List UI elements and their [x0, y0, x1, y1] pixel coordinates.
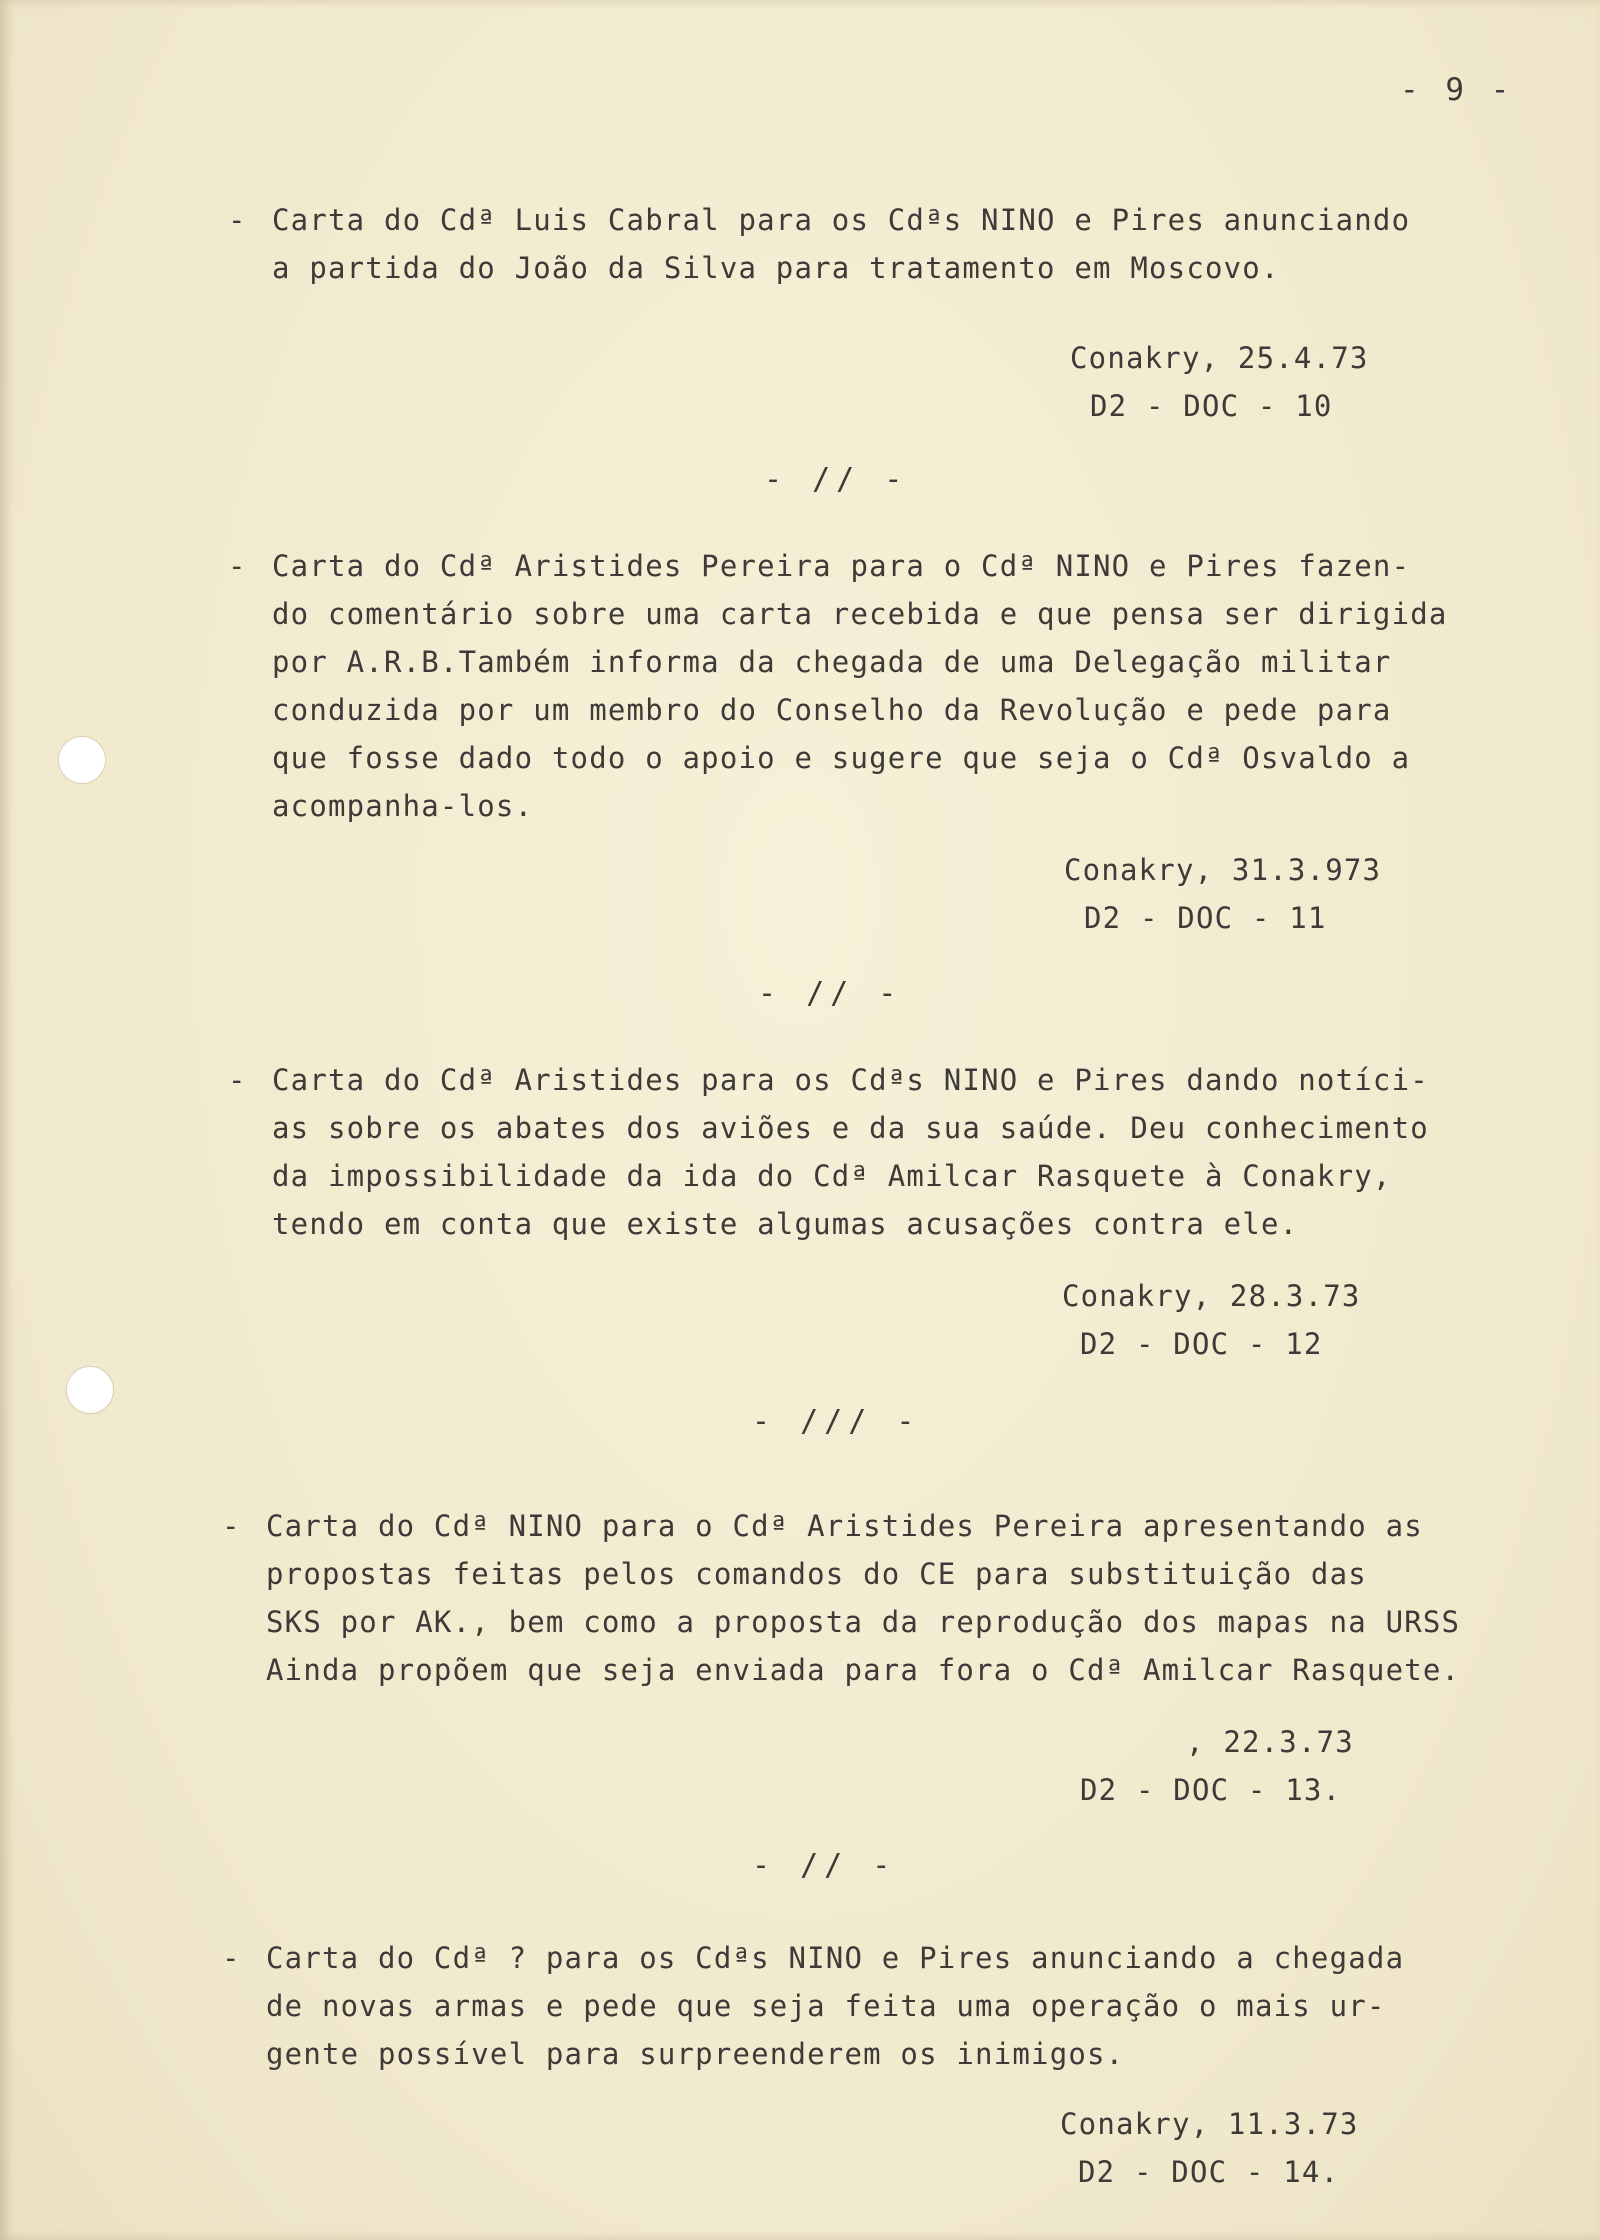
entry-3-place-date: Conakry, 28.3.73 — [1062, 1279, 1361, 1313]
entry-1 — [228, 196, 1578, 292]
entry-3 — [228, 1056, 1578, 1248]
entry-dash: - — [222, 1509, 241, 1543]
entry-2-doc-ref: D2 - DOC - 11 — [1084, 901, 1327, 935]
entry-5 — [222, 1934, 1572, 2078]
entry-text: Carta do Cdª Aristides para os Cdªs NINO e Pires dando notíci- as sobre os abates dos aviões e da sua saúde. Deu conhecimento da impossibilidade da ida do Cdª Amilcar Rasquete à Conakry, tendo em conta que existe algumas acusações contra ele. — [272, 1063, 1429, 1241]
separator-2: - // - — [758, 976, 903, 1011]
entry-text: Carta do Cdª Aristides Pereira para o Cdª NINO e Pires fazen- do comentário sobre uma carta recebida e que pensa ser dirigida por A.R.B.Também informa da chegada de uma Delegação militar conduzida por um membro do Conselho da Revolução e pede para que fosse dado todo o apoio e sugere que seja o Cdª Osvaldo a acompanha-los. — [272, 549, 1448, 823]
entry-2-place-date: Conakry, 31.3.973 — [1064, 853, 1382, 887]
punch-hole-bottom — [66, 1366, 114, 1414]
entry-1-place-date: Conakry, 25.4.73 — [1070, 341, 1369, 375]
page-number: - 9 - — [1400, 72, 1514, 108]
entry-dash: - — [228, 549, 247, 583]
entry-1-doc-ref: D2 - DOC - 10 — [1090, 389, 1333, 423]
entry-dash: - — [228, 203, 247, 237]
separator-4: - // - — [752, 1848, 897, 1883]
entry-4 — [222, 1502, 1572, 1694]
entry-5-doc-ref: D2 - DOC - 14. — [1078, 2155, 1340, 2189]
entry-text: Carta do Cdª NINO para o Cdª Aristides Pereira apresentando as propostas feitas pelos comandos do CE para substituição das SKS por AK., bem como a proposta da reprodução dos mapas na URSS Ainda propõem que seja enviada para fora o Cdª Amilcar Rasquete. — [266, 1509, 1461, 1687]
entry-5-place-date: Conakry, 11.3.73 — [1060, 2107, 1359, 2141]
entry-text: Carta do Cdª Luis Cabral para os Cdªs NINO e Pires anunciando a partida do João da Silva para tratamento em Moscovo. — [272, 203, 1411, 285]
entry-text: Carta do Cdª ? para os Cdªs NINO e Pires anunciando a chegada de novas armas e pede que seja feita uma operação o mais ur- gente possível para surpreenderem os inimigos. — [266, 1941, 1405, 2071]
punch-hole-top — [58, 736, 106, 784]
entry-3-doc-ref: D2 - DOC - 12 — [1080, 1327, 1323, 1361]
entry-dash: - — [222, 1941, 241, 1975]
separator-3: - /// - — [752, 1404, 921, 1439]
entry-4-place-date: , 22.3.73 — [1186, 1725, 1354, 1759]
entry-4-doc-ref: D2 - DOC - 13. — [1080, 1773, 1342, 1807]
separator-1: - // - — [764, 462, 909, 497]
entry-dash: - — [228, 1063, 247, 1097]
entry-2 — [228, 542, 1578, 830]
